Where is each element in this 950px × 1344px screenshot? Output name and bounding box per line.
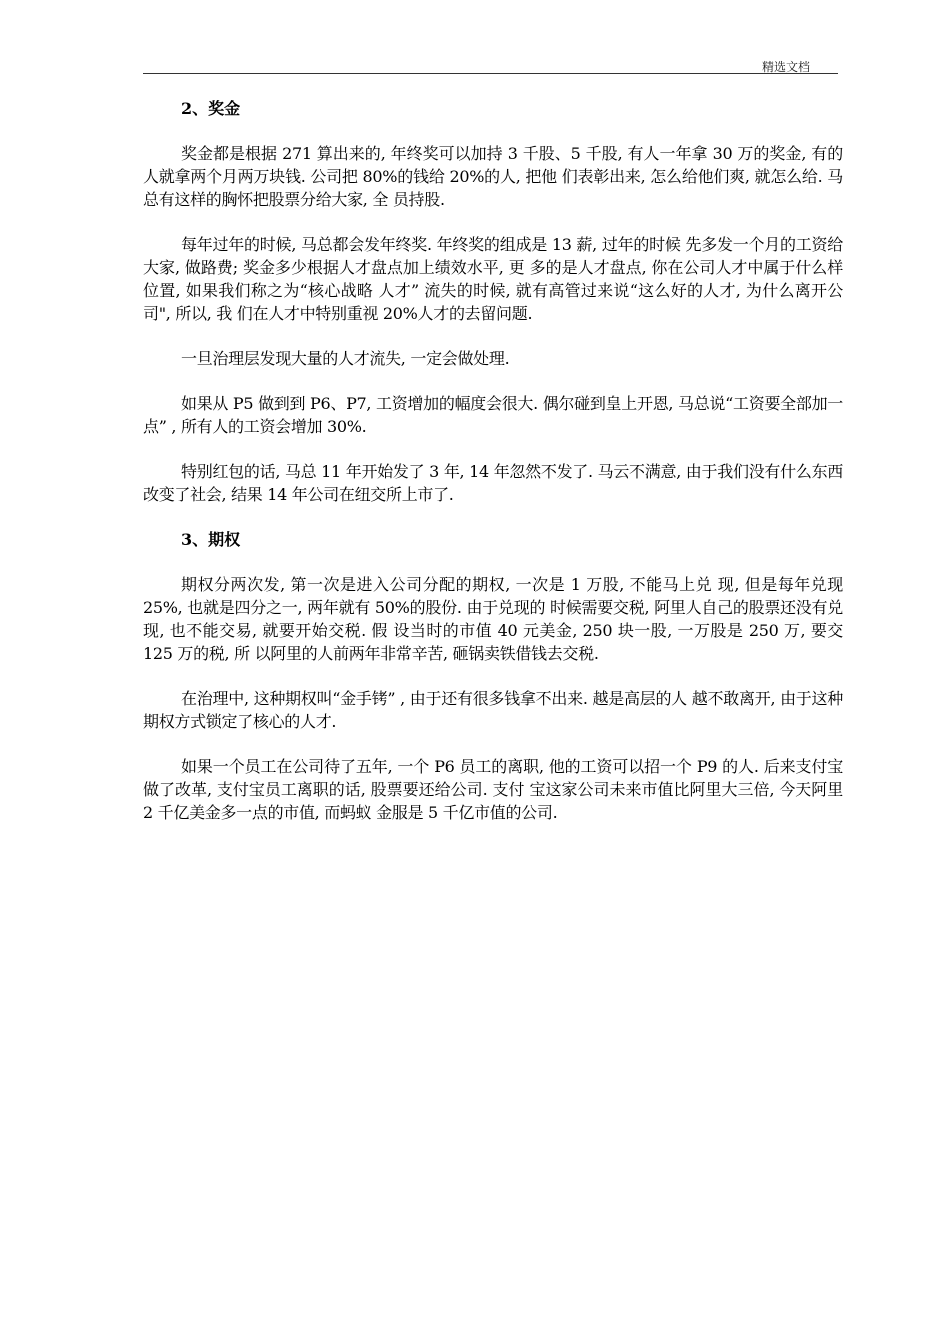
paragraph: 在治理中, 这种期权叫“金手铐” , 由于还有很多钱拿不出来. 越是高层的人 越不敢离开, 由于这种期权方式锁定了核心的人才. bbox=[143, 689, 843, 731]
section-heading-options: 3、期权 bbox=[181, 530, 241, 549]
header-rule bbox=[143, 73, 838, 74]
section-heading-bonus: 2、奖金 bbox=[181, 99, 241, 118]
document-body bbox=[143, 97, 843, 846]
paragraph: 特别红包的话, 马总 11 年开始发了 3 年, 14 年忽然不发了. 马云不满意, 由于我们没有什么东西改变了社会, 结果 14 年公司在纽交所上市了. bbox=[143, 462, 843, 504]
paragraph: 如果一个员工在公司待了五年, 一个 P6 员工的离职, 他的工资可以招一个 P9 的人. 后来支付宝做了改革, 支付宝员工离职的话, 股票要还给公司. 支付 宝这家公司未来市值比阿里大三倍, 今天阿里 2 千亿美金多一点的市值, 而蚂蚁 金服是 5 千亿市值的公司. bbox=[143, 757, 843, 822]
paragraph: 期权分两次发, 第一次是进入公司分配的期权, 一次是 1 万股, 不能马上兑 现, 但是每年兑现 25%, 也就是四分之一, 两年就有 50%的股份. 由于兑现的 时候需要交税, 阿里人自己的股票还没有兑现, 也不能交易, 就要开始交税. 假 设当时的市值 40 元美金, 250 块一股, 一万股是 250 万, 要交 125 万的税, 所 以阿里的人前两年非常辛苦, 砸锅卖铁借钱去交税. bbox=[143, 575, 843, 663]
paragraph: 每年过年的时候, 马总都会发年终奖. 年终奖的组成是 13 薪, 过年的时候 先多发一个月的工资给大家, 做路费; 奖金多少根据人才盘点加上绩效水平, 更 多的是人才盘点, 你在公司人才中属于什么样位置, 如果我们称之为“核心战略 人才” 流失的时候, 就有高管过来说“这么好的人才, 为什么离开公司", 所以, 我 们在人才中特别重视 20%人才的去留问题. bbox=[143, 235, 843, 323]
paragraph: 一旦治理层发现大量的人才流失, 一定会做处理. bbox=[181, 349, 510, 368]
header-label: 精选文档 bbox=[761, 60, 810, 74]
paragraph: 奖金都是根据 271 算出来的, 年终奖可以加持 3 千股、5 千股, 有人一年拿 30 万的奖金, 有的人就拿两个月两万块钱. 公司把 80%的钱给 20%的人, 把他 们表彰出来, 怎么给他们爽, 就怎么给. 马总有这样的胸怀把股票分给大家, 全 员持股. bbox=[143, 144, 843, 209]
paragraph: 如果从 P5 做到到 P6、P7, 工资增加的幅度会很大. 偶尔碰到皇上开恩, 马总说“工资要全部加一点” , 所有人的工资会增加 30%. bbox=[143, 394, 843, 436]
